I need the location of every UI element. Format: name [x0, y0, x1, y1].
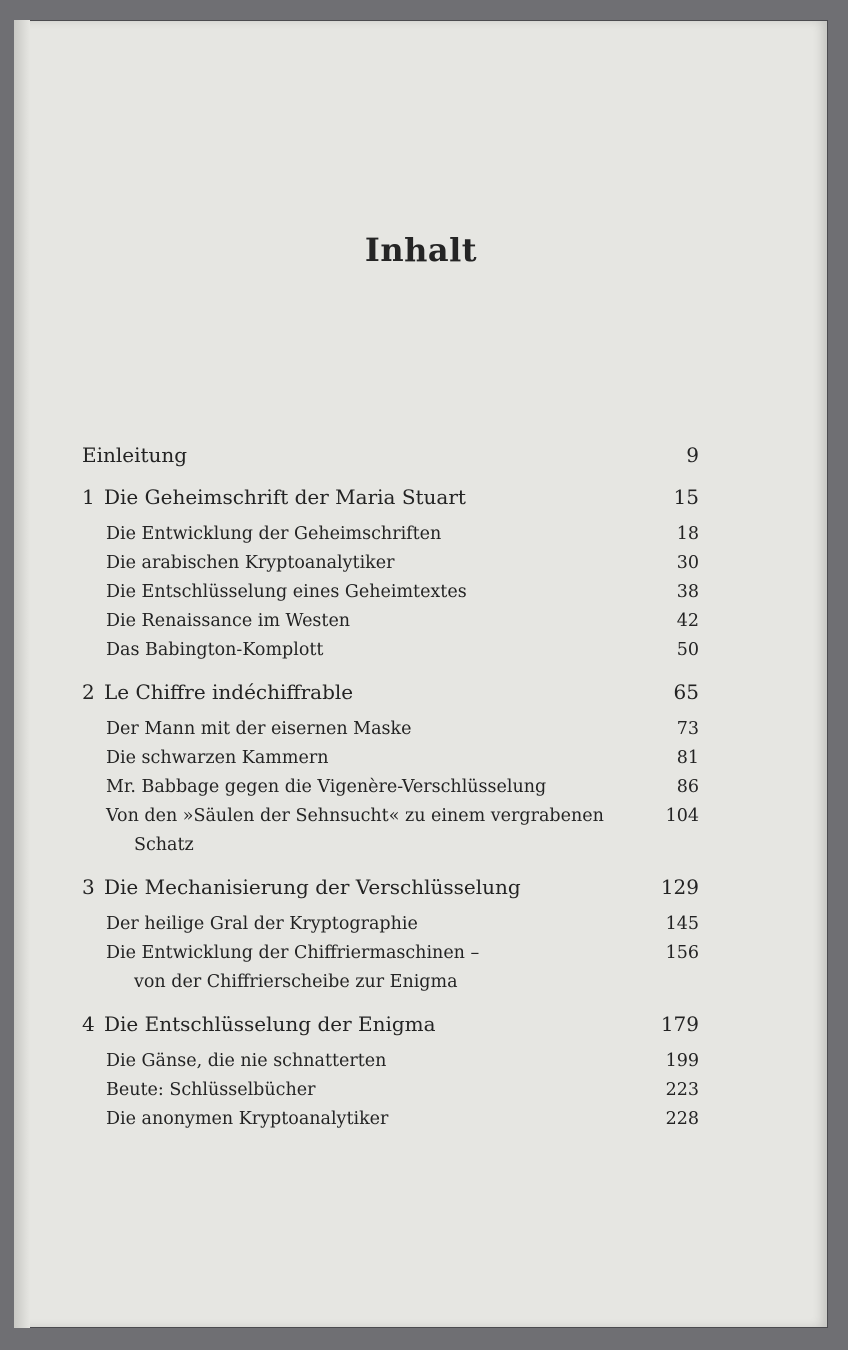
toc-page-number: 156 — [665, 943, 699, 963]
toc-page-number: 199 — [665, 1051, 699, 1071]
toc-page-number: 179 — [660, 1012, 699, 1036]
toc-page-number: 145 — [665, 914, 699, 934]
toc-subentry-label: Beute: Schlüsselbücher — [106, 1080, 316, 1100]
chapter-number: 1 — [82, 485, 95, 509]
table-of-contents — [82, 440, 699, 1134]
toc-subentry-multiline — [82, 939, 699, 997]
book-page — [14, 20, 828, 1328]
toc-subentry — [82, 1076, 699, 1105]
toc-chapter-3 — [82, 872, 699, 902]
toc-chapter-label — [82, 482, 659, 512]
chapter-title: Die Mechanisierung der Verschlüsselung — [104, 875, 521, 899]
toc-page-number: 228 — [665, 1109, 699, 1129]
toc-page-number: 15 — [673, 485, 699, 509]
toc-subentry-label: Die Entwicklung der Geheimschriften — [106, 524, 442, 544]
chapter-number: 4 — [82, 1012, 95, 1036]
toc-page-number: 42 — [676, 611, 699, 631]
chapter-number: 3 — [82, 875, 95, 899]
toc-subentry — [82, 578, 699, 607]
toc-page-number: 104 — [665, 806, 699, 826]
toc-subentry-label: Die anonymen Kryptoanalytiker — [106, 1109, 389, 1129]
toc-chapter-label — [82, 677, 659, 707]
toc-chapter-label — [82, 1009, 659, 1039]
page-title: Inhalt — [364, 231, 478, 270]
chapter-title: Die Entschlüsselung der Enigma — [104, 1012, 436, 1036]
toc-subentry — [82, 1047, 699, 1076]
toc-subentry — [82, 607, 699, 636]
toc-page-number: 65 — [673, 680, 699, 704]
toc-subentry-label: Die Renaissance im Westen — [106, 611, 351, 631]
toc-subentry-multiline — [82, 802, 699, 860]
toc-subentry-continuation: von der Chiffrierscheibe zur Enigma — [134, 972, 458, 992]
toc-subentry-label: Der heilige Gral der Kryptographie — [106, 914, 418, 934]
toc-chapter-label — [82, 872, 659, 902]
toc-page-number: 86 — [676, 777, 699, 797]
toc-page-number: 223 — [665, 1080, 699, 1100]
toc-subentry-label: Das Babington-Komplott — [106, 640, 324, 660]
toc-subentry-label: Die Entschlüsselung eines Geheimtextes — [106, 582, 467, 602]
toc-subentry-first-line: Von den »Säulen der Sehnsucht« zu einem vergrabenen — [106, 806, 604, 826]
toc-page-number: 38 — [676, 582, 699, 602]
toc-subentry — [82, 744, 699, 773]
toc-page-number: 81 — [676, 748, 699, 768]
toc-subentry — [82, 1105, 699, 1134]
toc-page-number: 18 — [676, 524, 699, 544]
toc-subentry — [82, 715, 699, 744]
toc-subentry-label: Die arabischen Kryptoanalytiker — [106, 553, 395, 573]
toc-subentry-first-line: Die Entwicklung der Chiffriermaschinen – — [106, 943, 480, 963]
toc-chapter-2 — [82, 677, 699, 707]
toc-entry-label: Einleitung — [82, 443, 188, 467]
toc-subentry — [82, 636, 699, 665]
chapter-title: Die Geheimschrift der Maria Stuart — [104, 485, 466, 509]
toc-page-number: 30 — [676, 553, 699, 573]
toc-page-number: 9 — [686, 443, 699, 467]
toc-chapter-4 — [82, 1009, 699, 1039]
toc-subentry-label: Der Mann mit der eisernen Maske — [106, 719, 412, 739]
toc-subentry-continuation: Schatz — [134, 835, 194, 855]
toc-entry-einleitung — [82, 440, 699, 470]
toc-subentry-label: Mr. Babbage gegen die Vigenère-Verschlüsselung — [106, 777, 547, 797]
toc-subentry — [82, 910, 699, 939]
toc-subentry-label — [106, 939, 659, 997]
toc-subentry — [82, 773, 699, 802]
toc-subentry-label: Die schwarzen Kammern — [106, 748, 329, 768]
toc-chapter-1 — [82, 482, 699, 512]
toc-page-number: 73 — [676, 719, 699, 739]
toc-page-number: 129 — [660, 875, 699, 899]
toc-page-number: 50 — [676, 640, 699, 660]
page-binding-shadow — [14, 20, 30, 1328]
toc-subentry-label — [106, 802, 659, 860]
toc-subentry — [82, 549, 699, 578]
chapter-title: Le Chiffre indéchiffrable — [104, 680, 354, 704]
toc-subentry-label: Die Gänse, die nie schnatterten — [106, 1051, 387, 1071]
chapter-number: 2 — [82, 680, 95, 704]
toc-subentry — [82, 520, 699, 549]
